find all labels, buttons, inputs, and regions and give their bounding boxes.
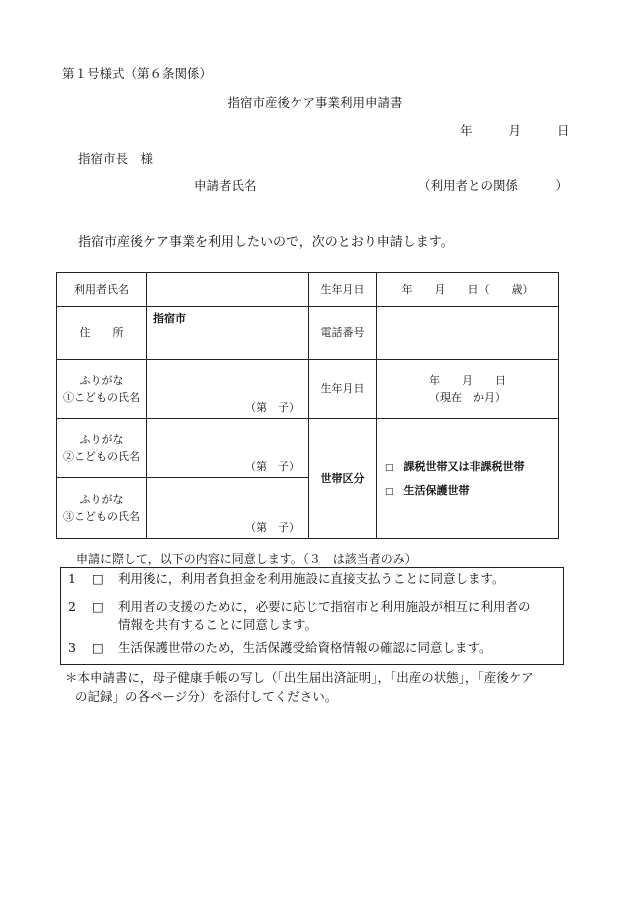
table-row <box>57 307 559 360</box>
table-row <box>57 360 559 419</box>
application-date <box>460 121 570 139</box>
furigana-label: ふりがな <box>79 432 124 446</box>
form-number: 第１号様式（第６条関係） <box>62 66 213 81</box>
consent-item-3 <box>68 639 492 657</box>
child-2-name-field[interactable] <box>147 419 309 478</box>
checkbox-icon[interactable]: □ <box>92 571 104 586</box>
child-age-months: （現在 か月） <box>429 391 506 404</box>
household-option-welfare[interactable] <box>377 482 558 500</box>
consent-text: 利用後に，利用者負担金を利用施設に直接支払うことに同意します。 <box>118 571 505 586</box>
consent-item-2 <box>68 598 531 634</box>
note-line: の記録」の各ページ分）を添付してください。 <box>75 689 338 704</box>
user-name-field[interactable] <box>147 273 309 307</box>
checkbox-icon[interactable]: □ <box>92 599 104 614</box>
dob-label: 生年月日 <box>309 273 377 307</box>
date-month: 月 <box>508 123 522 138</box>
consent-item-1 <box>68 570 505 588</box>
child-dob-field[interactable] <box>377 360 559 419</box>
note-line: ＊本申請書に，母子健康手帳の写し（「出生届出済証明」，「出産の状態」，「産後ケア <box>65 670 534 685</box>
checkbox-icon[interactable]: □ <box>385 486 394 497</box>
applicant-name-label: 申請者氏名 <box>194 178 257 193</box>
table-row <box>57 273 559 307</box>
consent-number: 2 <box>68 599 76 614</box>
consent-text: 利用者の支援のために，必要に応じて指宿市と利用施設が相互に利用者の <box>118 599 531 614</box>
child-1-name-field[interactable] <box>147 360 309 419</box>
household-options <box>377 419 559 539</box>
application-table <box>56 272 559 539</box>
addressee: 指宿市長 様 <box>78 151 154 166</box>
form-title: 指宿市産後ケア事業利用申請書 <box>227 95 403 110</box>
household-option-taxed[interactable] <box>377 458 558 476</box>
consent-number: 3 <box>68 640 76 655</box>
household-option-label: 課税世帯又は非課税世帯 <box>403 459 525 473</box>
child-order: （第 子） <box>245 400 300 414</box>
child-3-name-field[interactable] <box>147 478 309 539</box>
child-1-label <box>57 360 147 419</box>
consent-text-continued: 情報を共有することに同意します。 <box>118 617 318 632</box>
child-2-label <box>57 419 147 478</box>
child-order: （第 子） <box>245 520 300 534</box>
child-name-label: ③こどもの氏名 <box>63 510 140 523</box>
child-name-label: ①こどもの氏名 <box>63 391 140 404</box>
phone-label: 電話番号 <box>309 307 377 360</box>
consent-number: 1 <box>68 571 76 586</box>
attachment-note <box>65 668 565 706</box>
child-order: （第 子） <box>245 459 300 473</box>
dob-field[interactable]: 年 月 日（ 歳） <box>377 273 559 307</box>
household-label <box>309 419 377 539</box>
household-label-text: 世帯区分 <box>320 471 365 485</box>
phone-field[interactable] <box>377 307 559 360</box>
consent-text: 生活保護世帯のため，生活保護受給資格情報の確認に同意します。 <box>118 640 492 655</box>
address-prefix: 指宿市 <box>153 312 186 325</box>
consent-box <box>60 567 564 665</box>
checkbox-icon[interactable]: □ <box>385 462 394 473</box>
child-dob-label: 生年月日 <box>309 360 377 419</box>
relation-label: （利用者との関係 ） <box>418 178 569 193</box>
household-option-label: 生活保護世帯 <box>403 483 470 497</box>
child-3-label <box>57 478 147 539</box>
address-label: 住 所 <box>57 307 147 360</box>
furigana-label: ふりがな <box>79 492 124 506</box>
checkbox-icon[interactable]: □ <box>92 640 104 655</box>
table-row <box>57 419 559 478</box>
consent-intro: 申請に際して，以下の内容に同意します。（３ は該当者のみ） <box>76 552 417 566</box>
date-year: 年 <box>460 123 473 138</box>
intro-text: 指宿市産後ケア事業を利用したいので，次のとおり申請します。 <box>78 235 454 250</box>
furigana-label: ふりがな <box>79 373 124 387</box>
child-dob-date: 年 月 日 <box>429 373 506 387</box>
date-day: 日 <box>557 123 570 138</box>
child-name-label: ②こどもの氏名 <box>63 450 140 463</box>
address-field[interactable] <box>147 307 309 360</box>
user-name-label: 利用者氏名 <box>57 273 147 307</box>
